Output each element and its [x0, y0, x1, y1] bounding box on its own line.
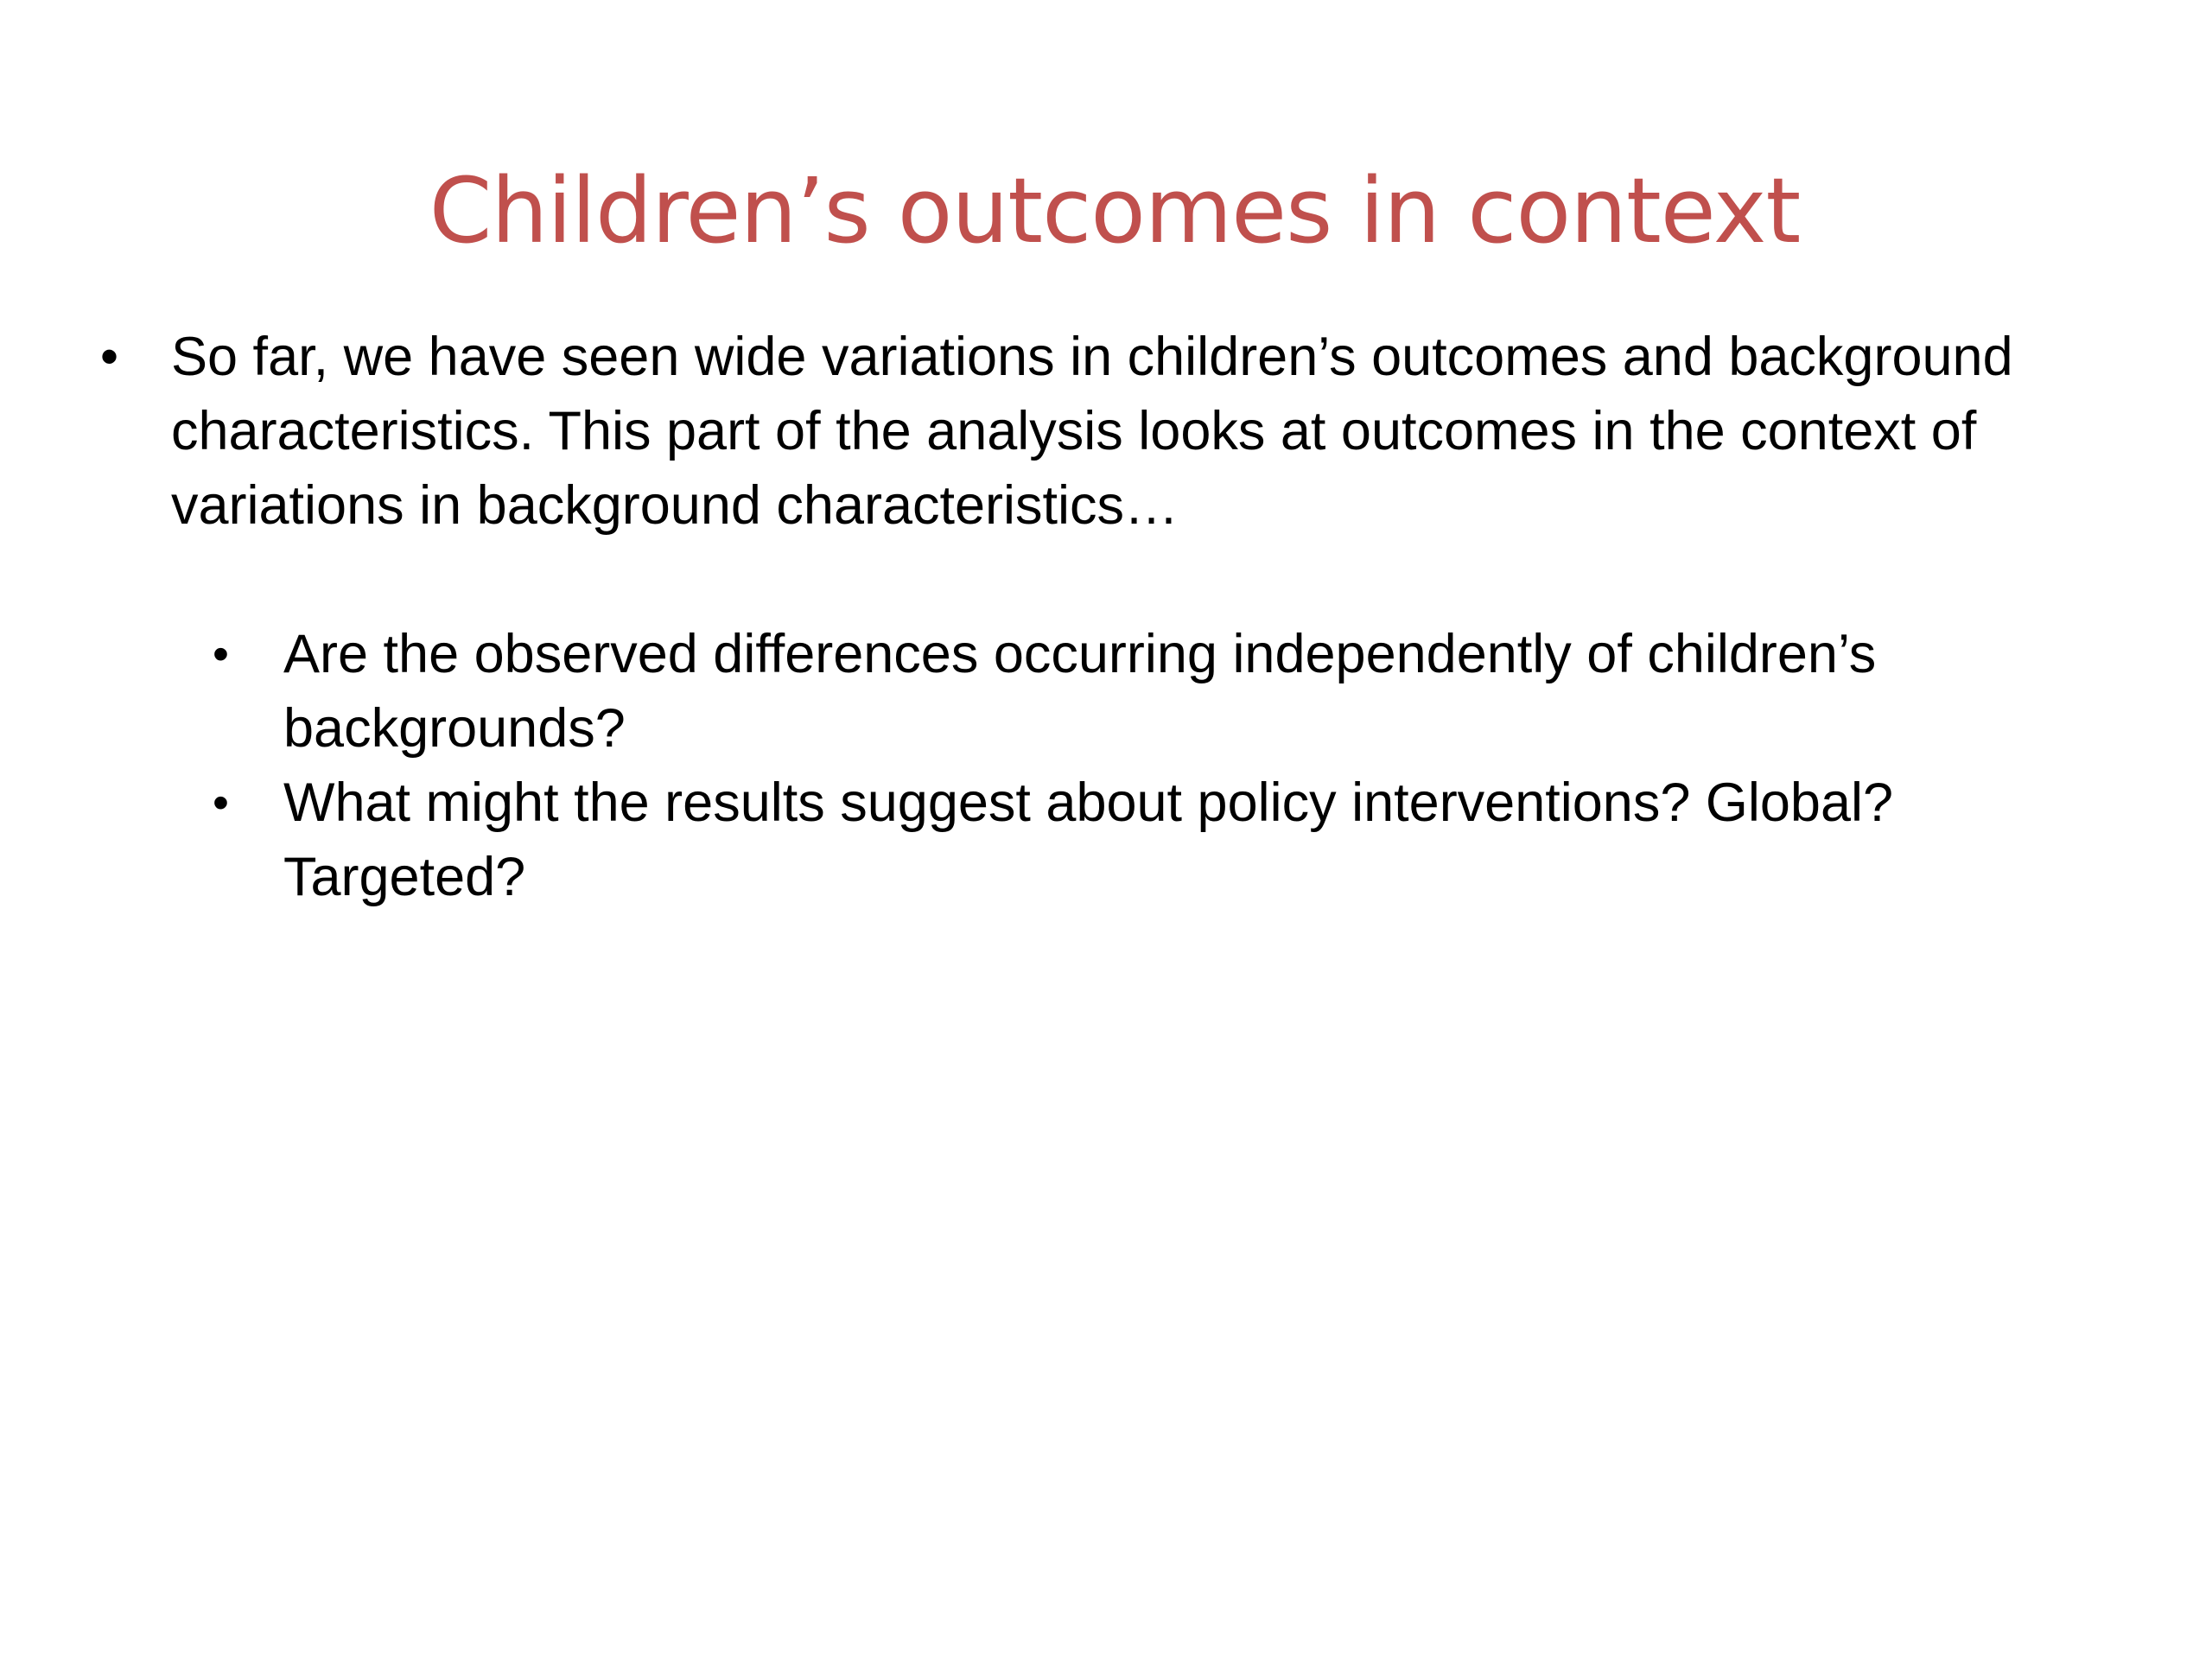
bullet-dot-icon: •	[213, 628, 229, 680]
bullet-text: So far, we have seen wide variations in children’s outcomes and background characteristics. This part of the analysis looks at outcomes in the context of variations in background characteristics…	[171, 327, 2013, 536]
slide-title: Children’s outcomes in context	[429, 158, 1801, 264]
sub-bullet-item	[93, 617, 2029, 766]
sub-bullet-item	[93, 766, 2029, 914]
bullet-item	[93, 320, 2029, 543]
bullet-dot-icon: •	[213, 777, 229, 829]
slide-body	[93, 320, 2029, 914]
spacer	[93, 543, 2029, 617]
bullet-dot-icon: •	[100, 327, 119, 385]
sub-bullet-text: Are the observed differences occurring independently of children’s backgrounds?	[283, 624, 1877, 759]
sub-bullet-text: What might the results suggest about policy interventions? Global? Targeted?	[283, 772, 1894, 907]
